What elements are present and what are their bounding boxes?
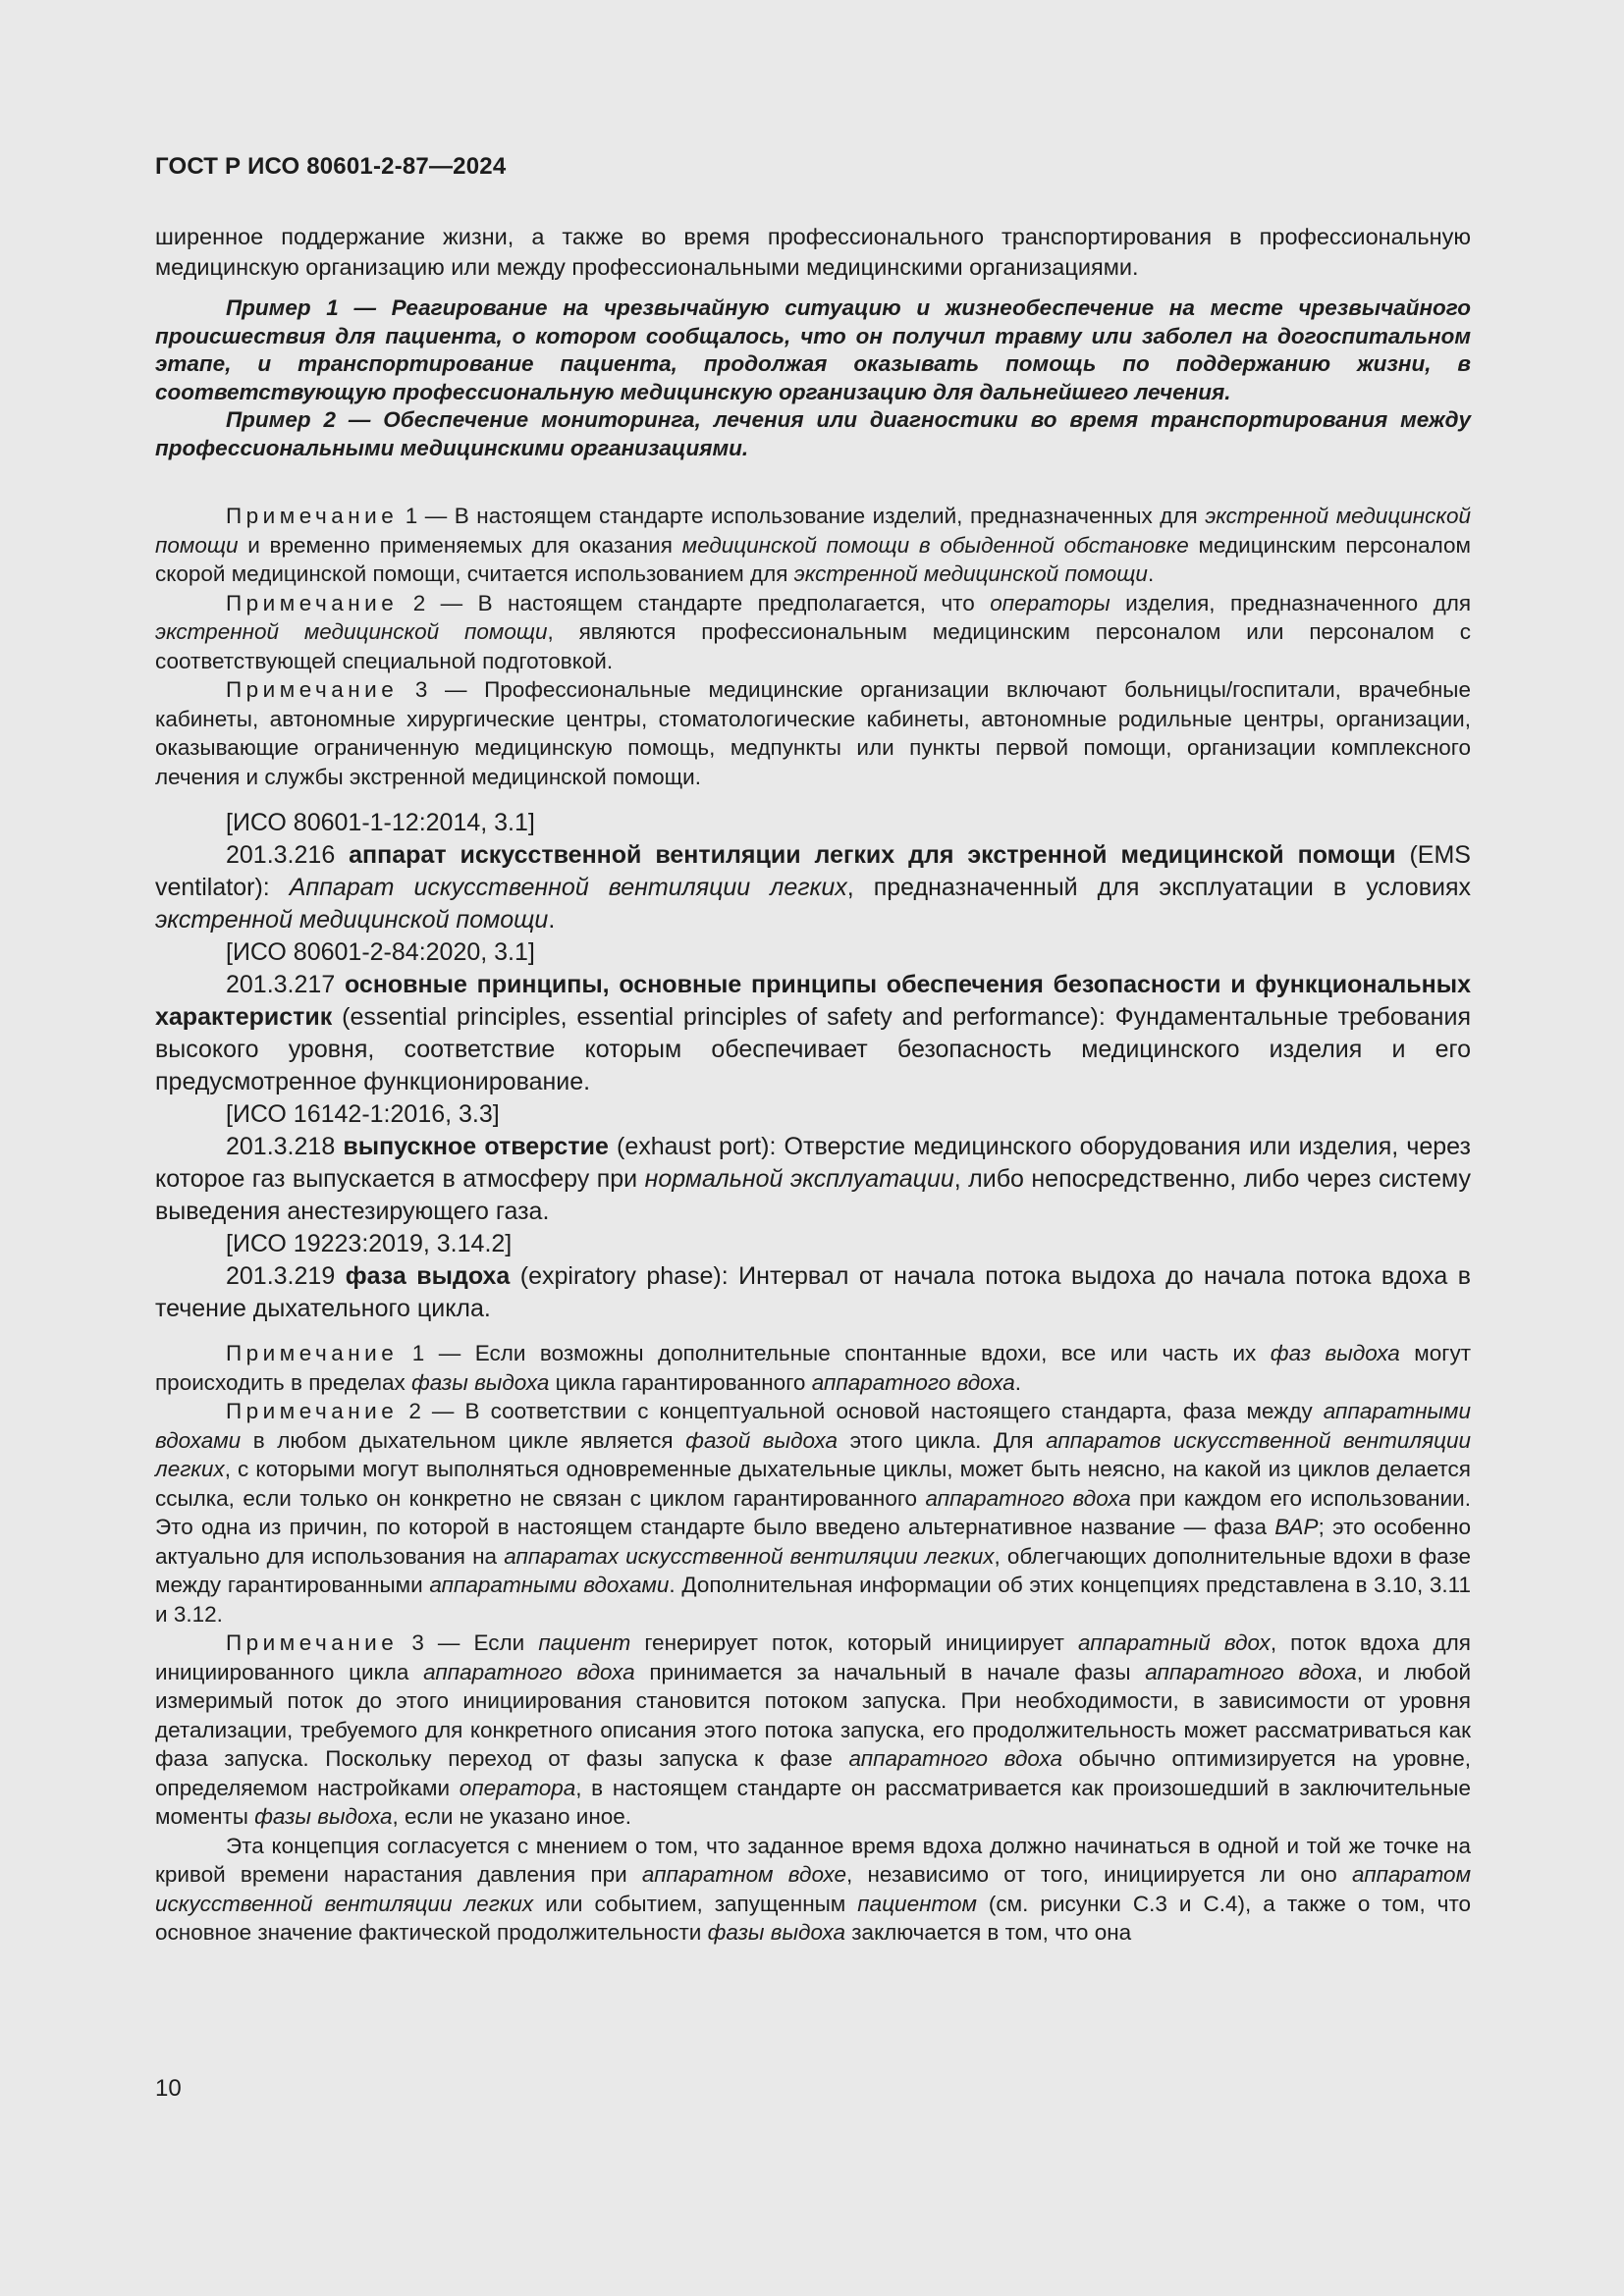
definition-201-3-219: 201.3.219 фаза выдоха (expiratory phase): Интервал от начала потока выдоха до начала потока вдоха в течение дыхательного цикла. <box>155 1262 1471 1322</box>
term: фаза выдоха <box>345 1262 511 1290</box>
note-label: Примечание <box>226 504 399 528</box>
note-b-3-continuation: Эта концепция согласуется с мнением о том, что заданное время вдоха должно начинаться в одной и той же точке на кривой времени нарастания давления при аппаратном вдохе, независимо от того, инициируется ли оно аппаратом искусственной вентиляции легких или событием, запущенным пациентом (см. рисунки С.3 и С.4), а также о том, что основное значение фактической продолжительности фазы выдоха заключается в том, что она <box>155 1833 1472 1945</box>
note-1: Примечание 1 — В настоящем стандарте использование изделий, предназначенных для экстренной медицинской помощи и временно применяемых для оказания медицинской помощи в обыденной обстановке медицинским персоналом скорой медицинской помощи, считается использованием для экстренной медицинской помощи. <box>155 504 1471 586</box>
definition-201-3-216: 201.3.216 аппарат искусственной вентиляции легких для экстренной медицинской помощи (EMS ventilator): Аппарат искусственной вентиляции легких, предназначенный для эксплуатации в условиях экстренной медицинской помощи. <box>155 841 1471 934</box>
definition-201-3-217: 201.3.217 основные принципы, основные принципы обеспечения безопасности и функциональных характеристик (essential principles, essential principles of safety and performance): Фундаментальные требования высокого уровня, соответствие которым обеспечивает безопасность медицинского изделия и его предусмотренное функционирование. <box>155 971 1471 1095</box>
note-b-2: Примечание 2 — В соответствии с концептуальной основой настоящего стандарта, фаза между аппаратными вдохами в любом дыхательном цикле является фазой выдоха этого цикла. Для аппаратов искусственной вентиляции легких, с которыми могут выполняться одновременные дыхательные циклы, может быть неясно, на какой из циклов делается ссылка, если только он конкретно не связан с циклом гарантированного аппаратного вдоха при каждом его использовании. Это одна из причин, по которой в настоящем стандарте было введено альтернативное название — фаза ВАР; это особенно актуально для использования на аппаратах искусственной вентиляции легких, облегчающих дополнительные вдохи в фазе между гарантированными аппаратными вдохами. Дополнительная информации об этих концепциях представлена в 3.10, 3.11 и 3.12. <box>155 1399 1472 1627</box>
reference-3: [ИСО 16142-1:2016, 3.3] <box>226 1100 500 1128</box>
note-label: Примечание <box>226 1399 399 1423</box>
note-3: Примечание 3 — Профессиональные медицинские организации включают больницы/госпитали, врачебные кабинеты, автономные хирургические центры, стоматологические кабинеты, автономные родильные центры, организации, оказывающие ограниченную медицинскую помощь, медпункты или пункты первой помощи, организации комплексного лечения и службы экстренной медицинской помощи. <box>155 677 1471 789</box>
example-2: Пример 2 — Обеспечение мониторинга, лечения или диагностики во время транспортирования между профессиональными медицинскими организациями. <box>155 407 1471 460</box>
note-label: Примечание <box>226 677 399 702</box>
example-1: Пример 1 — Реагирование на чрезвычайную ситуацию и жизнеобеспечение на месте чрезвычайного происшествия для пациента, о котором сообщалось, что он получил травму или заболел на догоспитальном этапе, и транспортирование пациента, продолжая оказывать помощь по поддержанию жизни, в соответствующую профессиональную медицинскую организацию для дальнейшего лечения. <box>155 295 1471 404</box>
page-content <box>155 222 1471 1948</box>
note-2: Примечание 2 — В настоящем стандарте предполагается, что операторы изделия, предназначенного для экстренной медицинской помощи, являются профессиональным медицинским персоналом или персоналом с соответствующей специальной подготовкой. <box>155 590 1472 673</box>
note-label: Примечание <box>226 590 399 615</box>
reference-4: [ИСО 19223:2019, 3.14.2] <box>226 1230 513 1257</box>
reference-1: [ИСО 80601-1-12:2014, 3.1] <box>226 809 535 836</box>
document-header: ГОСТ Р ИСО 80601-2-87—2024 <box>155 153 507 180</box>
term: выпускное отверстие <box>343 1133 609 1160</box>
intro-paragraph: ширенное поддержание жизни, а также во время профессионального транспортирования в профессиональную медицинскую организацию или между профессиональными медицинскими организациями. <box>155 224 1471 280</box>
term: основные принципы, основные принципы обеспечения безопасности и функциональных характеристик <box>155 971 1471 1031</box>
note-b-3: Примечание 3 — Если пациент генерирует поток, который инициирует аппаратный вдох, поток вдоха для инициированного цикла аппаратного вдоха принимается за начальный в начале фазы аппаратного вдоха, и любой измеримый поток до этого инициирования становится потоком запуска. При необходимости, в зависимости от уровня детализации, требуемого для конкретного описания этого потока запуска, его продолжительность может рассматриваться как фаза запуска. Поскольку переход от фазы запуска к фазе аппаратного вдоха обычно оптимизируется на уровне, определяемом настройками оператора, в настоящем стандарте он рассматривается как произошедший в заключительные моменты фазы выдоха, если не указано иное. <box>155 1630 1472 1829</box>
page-number: 10 <box>155 2075 182 2102</box>
reference-2: [ИСО 80601-2-84:2020, 3.1] <box>226 938 535 966</box>
term: аппарат искусственной вентиляции легких для экстренной медицинской помощи <box>349 841 1396 869</box>
note-label: Примечание <box>226 1341 399 1365</box>
note-b-1: Примечание 1 — Если возможны дополнительные спонтанные вдохи, все или часть их фаз выдоха могут происходить в пределах фазы выдоха цикла гарантированного аппаратного вдоха. <box>155 1341 1472 1395</box>
note-label: Примечание <box>226 1630 399 1655</box>
definition-201-3-218: 201.3.218 выпускное отверстие (exhaust port): Отверстие медицинского оборудования или изделия, через которое газ выпускается в атмосферу при нормальной эксплуатации, либо непосредственно, либо через систему выведения анестезирующего газа. <box>155 1133 1471 1225</box>
